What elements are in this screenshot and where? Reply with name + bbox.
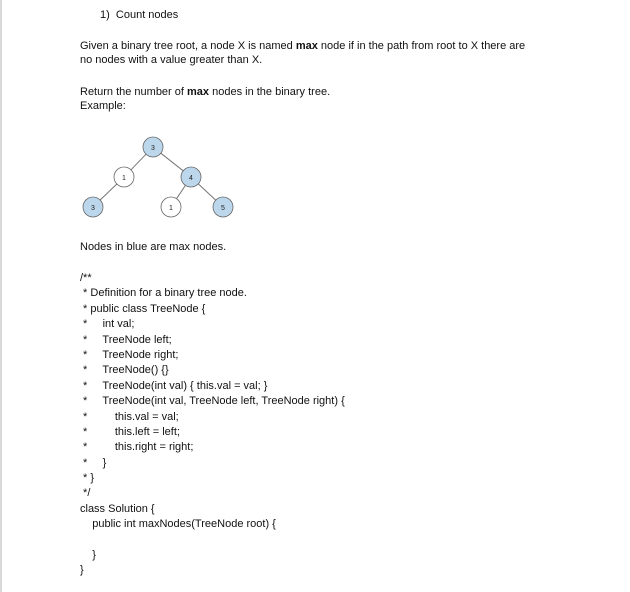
tree-edge [100, 184, 117, 200]
problem-description-line2: no nodes with a value greater than X. [80, 54, 263, 66]
max-nodes-note: Nodes in blue are max nodes. [80, 241, 227, 253]
example-label: Example: [80, 100, 126, 112]
code-line: * this.left = left; [80, 425, 180, 438]
code-line: } [80, 564, 84, 577]
problem-heading: 1) Count nodes [100, 9, 179, 21]
code-line: * public class TreeNode { [80, 302, 206, 315]
tree-node-value: 5 [221, 205, 225, 212]
code-line: * TreeNode() {} [80, 364, 169, 377]
tree-edge [177, 185, 186, 198]
desc-text-pre: Given a binary tree root, a node X is named [80, 40, 296, 52]
code-line: * } [80, 472, 95, 485]
code-block [80, 271, 345, 579]
code-line: * TreeNode(int val) { this.val = val; } [80, 379, 268, 392]
code-line: * TreeNode(int val, TreeNode left, TreeNode right) { [80, 395, 345, 408]
tree-node-value: 3 [151, 145, 155, 152]
code-line [80, 533, 345, 548]
code-line: * this.right = right; [80, 441, 194, 454]
tree-edge [131, 154, 146, 170]
code-line: * this.val = val; [80, 410, 179, 423]
tree-node-value: 4 [189, 175, 193, 182]
code-line: */ [80, 487, 91, 500]
tree-edge [198, 184, 215, 200]
desc-text-bold: max [295, 40, 318, 52]
desc-text-post: node if in the path from root to X there are [317, 40, 526, 52]
code-line: * } [80, 456, 107, 469]
code-line: * Definition for a binary tree node. [80, 287, 247, 300]
tree-node-value: 1 [169, 205, 173, 212]
code-line: * TreeNode right; [80, 348, 179, 361]
tree-node-value: 3 [91, 205, 95, 212]
ret-text-bold: max [187, 86, 210, 98]
ret-text-pre: Return the number of [80, 86, 188, 98]
ret-text-post: nodes in the binary tree. [209, 86, 331, 98]
tree-node-value: 1 [122, 175, 126, 182]
code-line: public int maxNodes(TreeNode root) { [80, 518, 276, 531]
code-line: * TreeNode left; [80, 333, 172, 346]
code-line: * int val; [80, 318, 135, 331]
tree-edge [161, 153, 183, 171]
code-line: } [80, 549, 96, 562]
code-line: class Solution { [80, 502, 155, 515]
code-line: /** [80, 272, 92, 284]
